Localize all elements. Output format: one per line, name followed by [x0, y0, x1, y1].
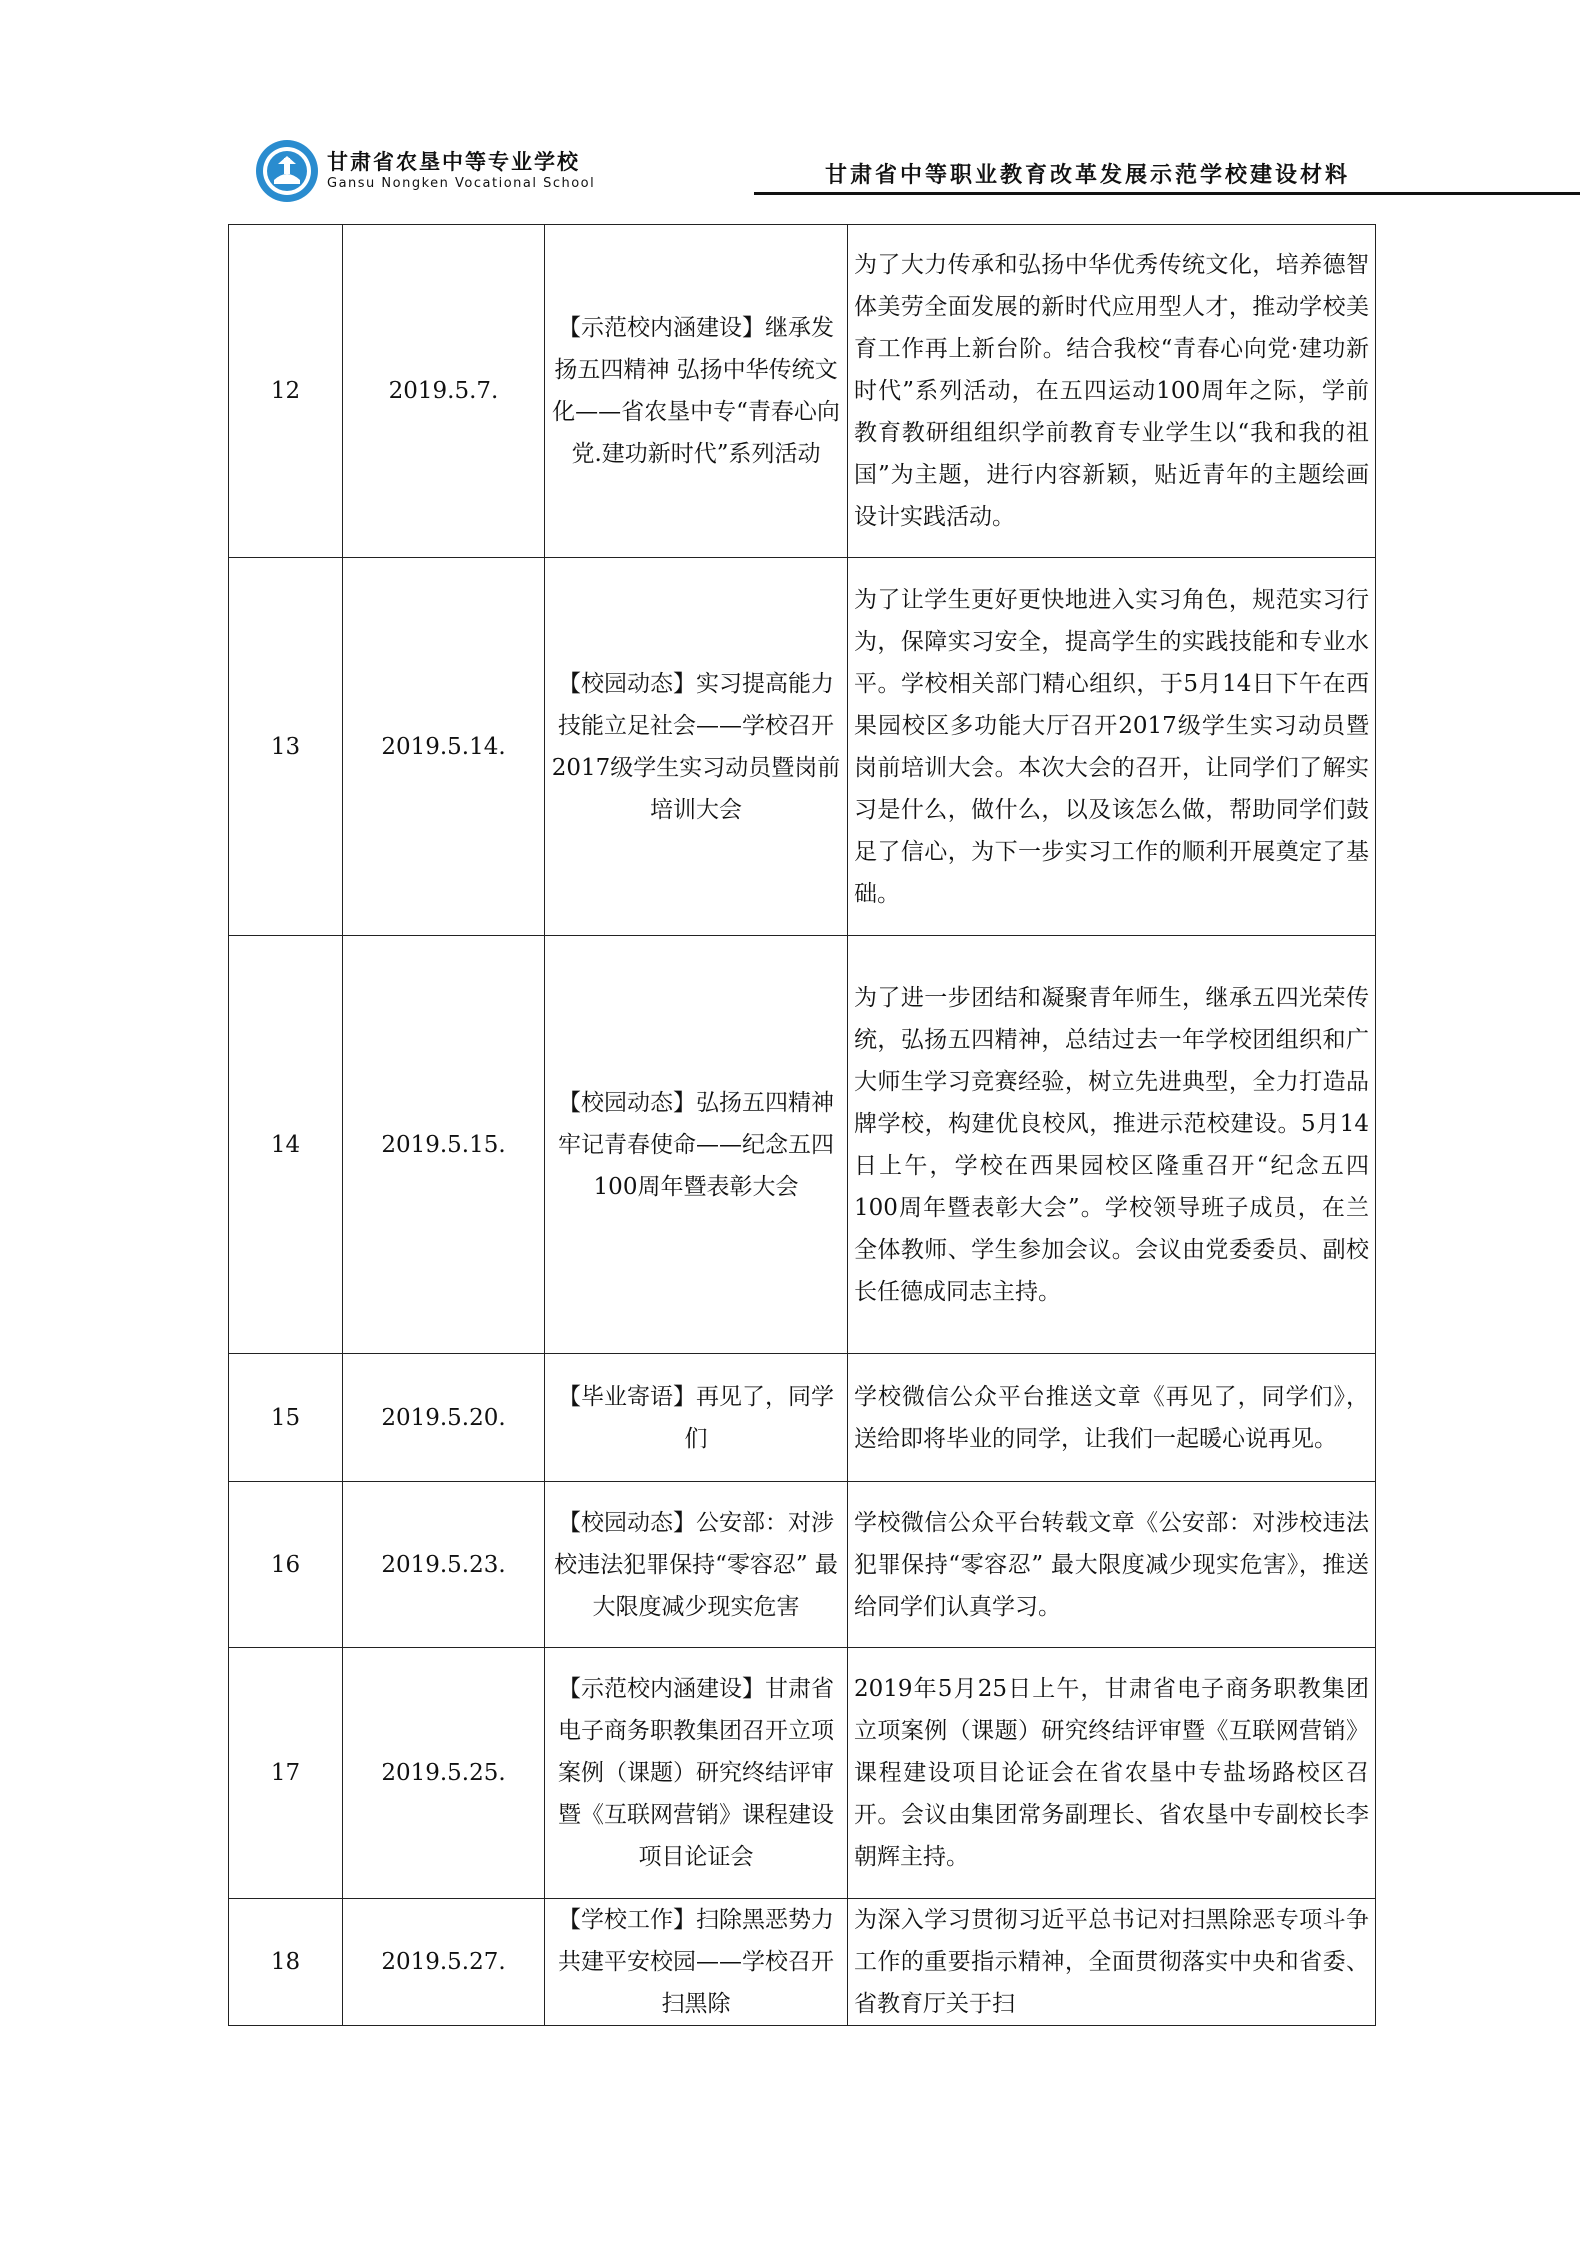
- table-row: [229, 1899, 1376, 2026]
- table-row: [229, 225, 1376, 558]
- row-number: 17: [229, 1648, 343, 1899]
- row-title: 【示范校内涵建设】继承发扬五四精神 弘扬中华传统文化——省农垦中专“青春心向党.建功新时代”系列活动: [545, 225, 848, 558]
- row-date: 2019.5.7.: [343, 225, 545, 558]
- row-date: 2019.5.23.: [343, 1482, 545, 1648]
- table-row: [229, 1482, 1376, 1648]
- row-date: 2019.5.27.: [343, 1899, 545, 2026]
- school-name-en: Gansu Nongken Vocational School: [327, 176, 596, 191]
- row-number: 13: [229, 558, 343, 936]
- row-title: 【示范校内涵建设】甘肃省电子商务职教集团召开立项 案例（课题）研究终结评审暨《互联网营销》课程建设项目论证会: [545, 1648, 848, 1899]
- row-title: 【校园动态】弘扬五四精神 牢记青春使命——纪念五四100周年暨表彰大会: [545, 936, 848, 1354]
- table-row: [229, 1354, 1376, 1482]
- row-description: 2019年5月25日上午，甘肃省电子商务职教集团立项案例（课题）研究终结评审暨《互联网营销》课程建设项目论证会在省农垦中专盐场路校区召开。会议由集团常务副理长、省农垦中专副校长李朝辉主持。: [848, 1648, 1376, 1899]
- document-title: 甘肃省中等职业教育改革发展示范学校建设材料: [824, 163, 1350, 188]
- row-title: 【校园动态】实习提高能力 技能立足社会——学校召开2017级学生实习动员暨岗前培训大会: [545, 558, 848, 936]
- row-number: 12: [229, 225, 343, 558]
- table-row: [229, 558, 1376, 936]
- row-date: 2019.5.25.: [343, 1648, 545, 1899]
- row-description: 为深入学习贯彻习近平总书记对扫黑除恶专项斗争工作的重要指示精神，全面贯彻落实中央和省委、省教育厅关于扫: [848, 1899, 1376, 2026]
- row-number: 15: [229, 1354, 343, 1482]
- row-number: 14: [229, 936, 343, 1354]
- row-date: 2019.5.20.: [343, 1354, 545, 1482]
- table-row: [229, 936, 1376, 1354]
- table-row: [229, 1648, 1376, 1899]
- row-number: 18: [229, 1899, 343, 2026]
- row-title: 【学校工作】扫除黑恶势力 共建平安校园——学校召开扫黑除: [545, 1899, 848, 2026]
- row-description: 为了让学生更好更快地进入实习角色，规范实习行为，保障实习安全，提高学生的实践技能和专业水平。学校相关部门精心组织，于5月14日下午在西果园校区多功能大厅召开2017级学生实习动员暨岗前培训大会。本次大会的召开，让同学们了解实习是什么，做什么，以及该怎么做，帮助同学们鼓足了信心，为下一步实习工作的顺利开展奠定了基础。: [848, 558, 1376, 936]
- header-underline: [754, 192, 1580, 195]
- row-date: 2019.5.14.: [343, 558, 545, 936]
- school-name-cn: 甘肃省农垦中等专业学校: [327, 150, 580, 174]
- row-date: 2019.5.15.: [343, 936, 545, 1354]
- row-description: 学校微信公众平台转载文章《公安部：对涉校违法犯罪保持“零容忍” 最大限度减少现实危害》，推送给同学们认真学习。: [848, 1482, 1376, 1648]
- row-title: 【毕业寄语】再见了，同学们: [545, 1354, 848, 1482]
- records-table: [228, 224, 1376, 2026]
- school-logo-icon: [254, 138, 320, 204]
- row-description: 学校微信公众平台推送文章《再见了，同学们》，送给即将毕业的同学，让我们一起暖心说再见。: [848, 1354, 1376, 1482]
- row-description: 为了大力传承和弘扬中华优秀传统文化，培养德智体美劳全面发展的新时代应用型人才，推动学校美育工作再上新台阶。结合我校“青春心向党·建功新时代”系列活动，在五四运动100周年之际，学前教育教研组组织学前教育专业学生以“我和我的祖国”为主题，进行内容新颖，贴近青年的主题绘画设计实践活动。: [848, 225, 1376, 558]
- page-header: [228, 120, 1350, 200]
- row-number: 16: [229, 1482, 343, 1648]
- row-title: 【校园动态】公安部：对涉校违法犯罪保持“零容忍” 最大限度减少现实危害: [545, 1482, 848, 1648]
- row-description: 为了进一步团结和凝聚青年师生，继承五四光荣传统，弘扬五四精神，总结过去一年学校团组织和广大师生学习竞赛经验，树立先进典型，全力打造品牌学校，构建优良校风，推进示范校建设。5月14日上午，学校在西果园校区隆重召开“纪念五四100周年暨表彰大会”。学校领导班子成员，在兰全体教师、学生参加会议。会议由党委委员、副校长任德成同志主持。: [848, 936, 1376, 1354]
